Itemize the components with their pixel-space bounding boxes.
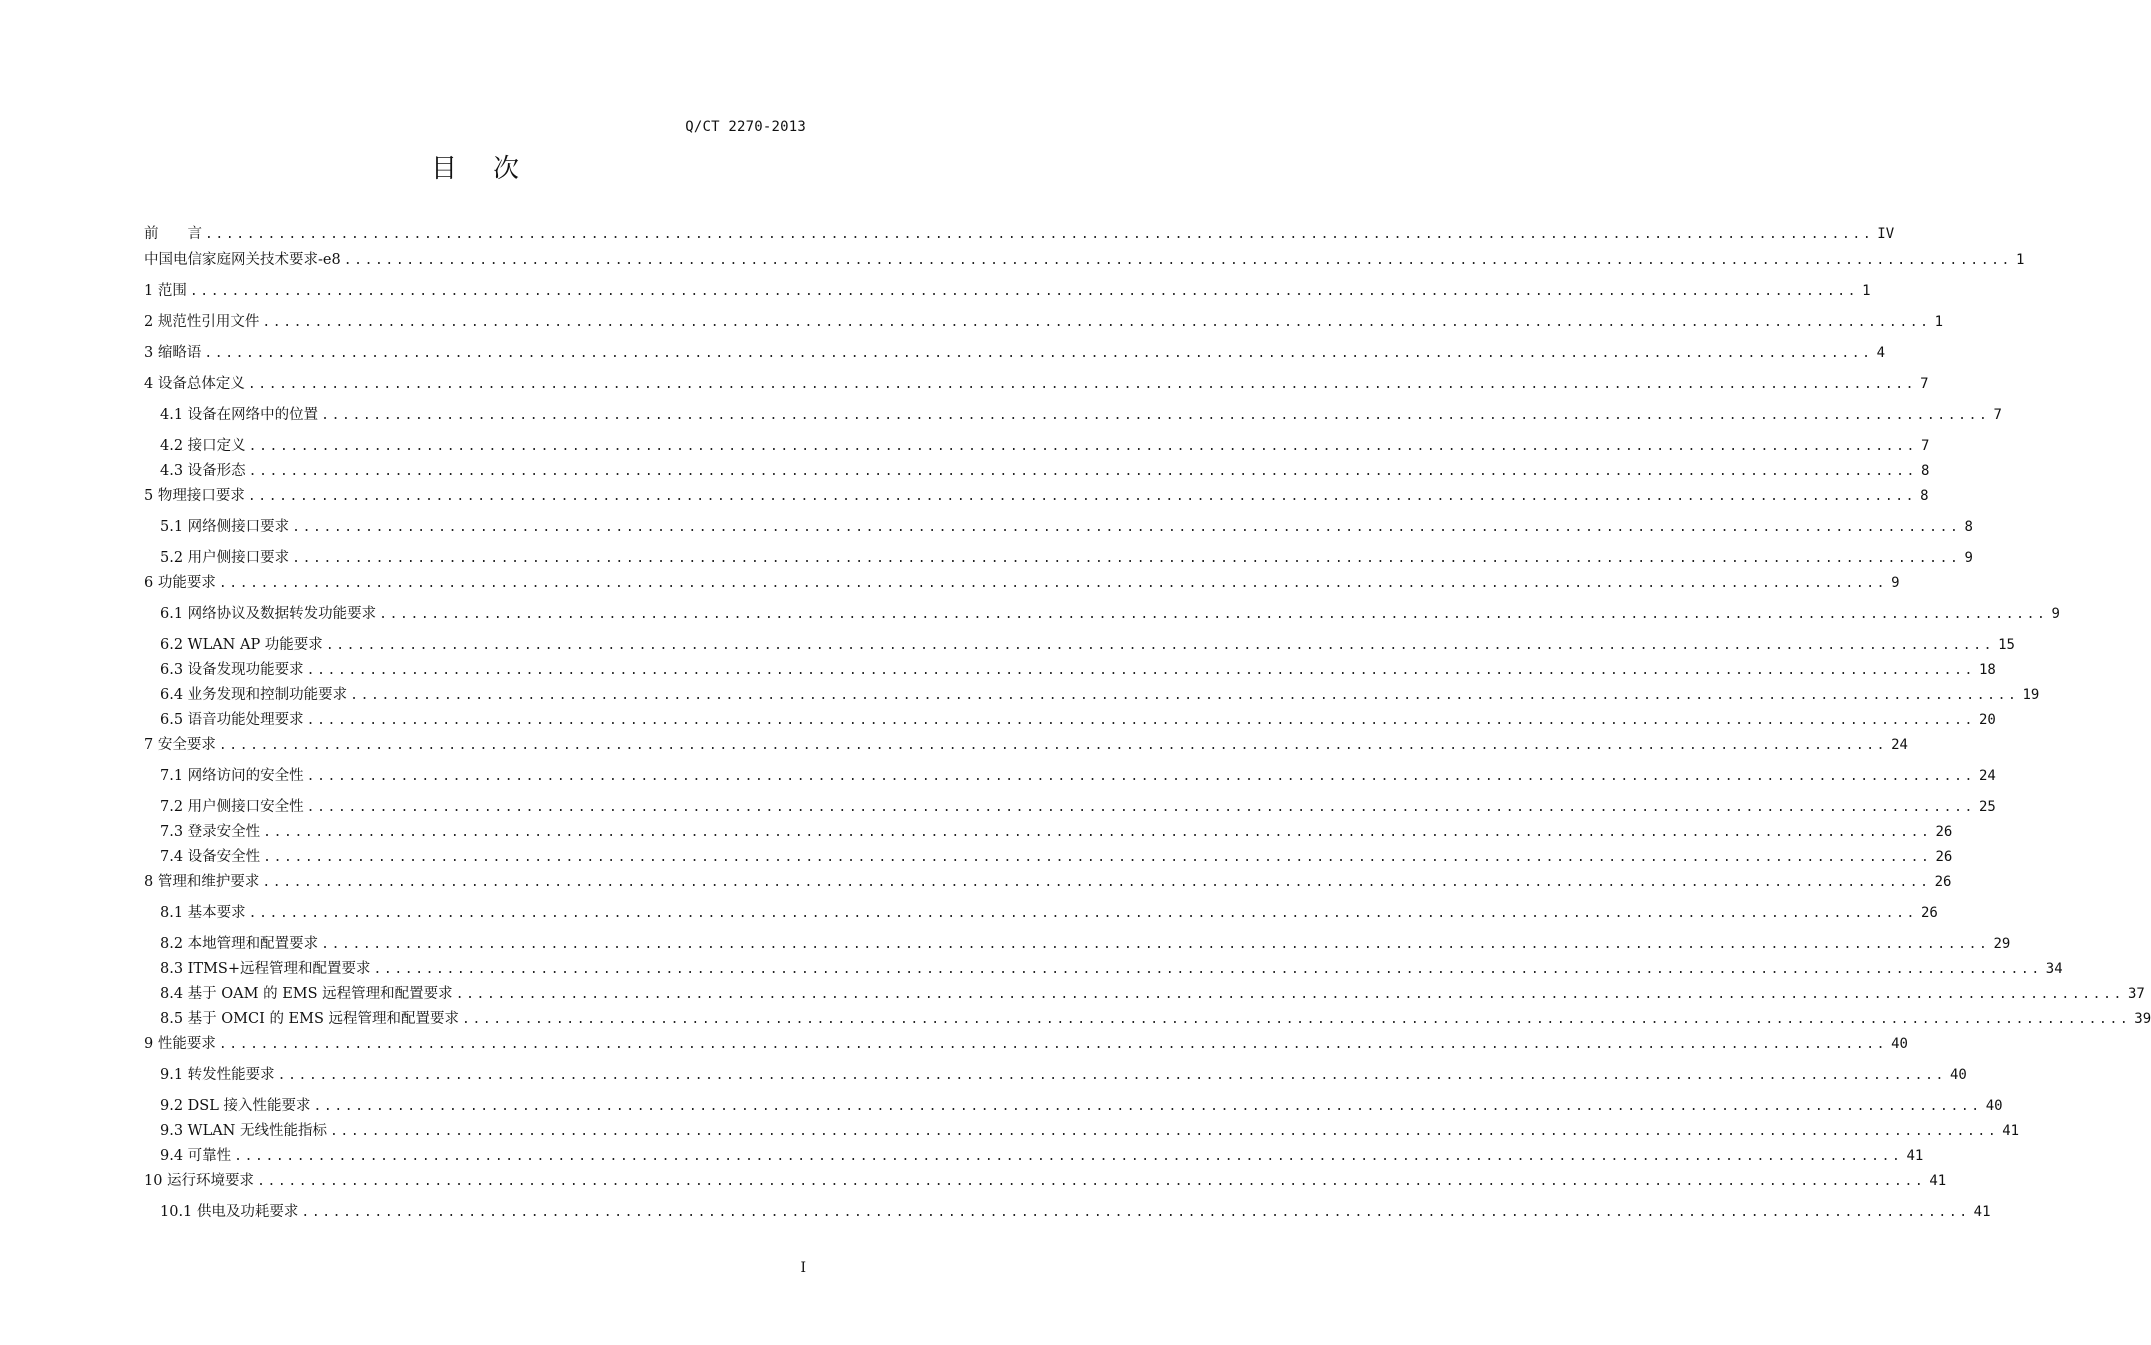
toc-entry-page: IV [1877,226,1895,242]
toc-dot-leader: ................................................................................................................................................................ [277,1068,1946,1083]
toc-entry-page: 24 [1891,737,1908,753]
toc-dot-leader: ................................................................................................................................................................ [263,850,1932,865]
toc-dot-leader: ................................................................................................................................................................ [257,1174,1926,1189]
toc-entry-page: 18 [1978,662,1996,678]
document-code: Q/CT 2270-2013 [685,119,806,135]
toc-entry[interactable] [144,571,1900,602]
toc-dot-leader: ................................................................................................................................................................ [234,1149,1903,1164]
toc-entry-label: 8.2 本地管理和配置要求 [160,936,319,952]
toc-entry[interactable] [144,1200,1991,1231]
toc-dot-leader: ................................................................................................................................................................ [301,1205,1970,1220]
toc-entry-label: 6.1 网络协议及数据转发功能要求 [160,606,377,622]
toc-entry-label: 1 范围 [144,283,187,299]
toc-entry-label: 7.4 设备安全性 [160,849,261,865]
toc-dot-leader: ................................................................................................................................................................ [218,576,1888,591]
toc-entry-label: 8.3 ITMS+远程管理和配置要求 [160,961,371,977]
page-title: 目次 [430,154,555,184]
toc-dot-leader: ................................................................................................................................................................ [218,738,1888,753]
toc-entry-label: 7 安全要求 [144,737,216,753]
toc-dot-leader: ................................................................................................................................................................ [306,800,1975,815]
toc-entry-page: 34 [2045,961,2063,977]
toc-dot-leader: ................................................................................................................................................................ [343,253,2012,268]
toc-entry[interactable] [144,1169,1947,1200]
toc-entry[interactable] [144,683,2040,708]
toc-entry-page: 8 [1964,519,1973,535]
toc-entry[interactable] [144,341,1886,372]
toc-entry-page: 26 [1935,849,1953,865]
toc-entry[interactable] [144,222,1895,248]
toc-entry-page: 20 [1978,712,1996,728]
toc-entry[interactable] [144,459,1930,484]
toc-entry[interactable] [144,1144,1924,1169]
toc-entry-page: 7 [1993,407,2002,423]
toc-dot-leader: ................................................................................................................................................................ [248,439,1917,454]
toc-entry-label: 2 规范性引用文件 [144,314,260,330]
toc-entry-page: 7 [1920,438,1930,454]
toc-entry[interactable] [144,708,1996,733]
toc-dot-leader: ................................................................................................................................................................ [248,906,1917,921]
toc-dot-leader: ................................................................................................................................................................ [350,688,2019,703]
toc-entry-label: 7.3 登录安全性 [160,824,261,840]
toc-entry-label: 10.1 供电及功耗要求 [160,1204,299,1220]
toc-entry[interactable] [144,957,2063,982]
toc-entry[interactable] [144,403,2002,434]
toc-entry[interactable] [144,310,1944,341]
toc-entry[interactable] [144,1063,1967,1094]
toc-entry[interactable] [144,633,2015,658]
toc-entry-label: 9.1 转发性能要求 [160,1067,275,1083]
toc-entry-page: 8 [1920,463,1930,479]
toc-dot-leader: ................................................................................................................................................................ [306,713,1975,728]
toc-entry-page: 15 [1998,637,2015,653]
toc-entry-label: 中国电信家庭网关技术要求-e8 [144,252,341,268]
table-of-contents [144,222,2151,1231]
toc-entry-page: 19 [2022,687,2040,703]
toc-dot-leader: ................................................................................................................................................................ [247,489,1917,504]
toc-entry-page: 4 [1876,345,1886,361]
toc-entry[interactable] [144,484,1929,515]
toc-entry-page: 26 [1920,905,1938,921]
toc-dot-leader: ................................................................................................................................................................ [218,1037,1888,1052]
toc-dot-leader: ................................................................................................................................................................ [321,937,1990,952]
toc-entry-label: 8.4 基于 OAM 的 EMS 远程管理和配置要求 [160,986,453,1002]
toc-entry-page: 37 [2127,986,2145,1002]
toc-entry[interactable] [144,733,1908,764]
toc-entry[interactable] [144,764,1996,795]
toc-entry-label: 9.3 WLAN 无线性能指标 [160,1123,327,1139]
toc-entry-page: 41 [1929,1173,1947,1189]
toc-entry[interactable] [144,901,1938,932]
toc-dot-leader: ................................................................................................................................................................ [325,638,1995,653]
toc-dot-leader: ................................................................................................................................................................ [379,607,2048,622]
toc-entry-page: 41 [2002,1123,2020,1139]
toc-dot-leader: ................................................................................................................................................................ [455,987,2124,1002]
toc-entry-label: 9.4 可靠性 [160,1148,232,1164]
toc-entry-label: 前 言 [144,226,202,242]
toc-dot-leader: ................................................................................................................................................................ [204,346,1873,361]
toc-entry-page: 24 [1978,768,1996,784]
toc-dot-leader: ................................................................................................................................................................ [262,315,1931,330]
toc-entry-page: 26 [1934,874,1952,890]
toc-entry[interactable] [144,820,1953,845]
toc-entry[interactable] [144,1032,1908,1063]
toc-entry-label: 6.3 设备发现功能要求 [160,662,304,678]
toc-entry-label: 5.1 网络侧接口要求 [160,519,290,535]
toc-entry-page: 9 [1891,575,1900,591]
toc-entry[interactable] [144,546,1973,571]
toc-entry-page: 1 [1862,283,1871,299]
toc-entry-label: 5 物理接口要求 [144,488,245,504]
toc-entry-page: 1 [2015,252,2025,268]
page-number: I [800,1260,806,1276]
toc-entry-page: 29 [1993,936,2011,952]
toc-entry-label: 7.1 网络访问的安全性 [160,768,304,784]
toc-entry-label: 5.2 用户侧接口要求 [160,550,290,566]
toc-entry[interactable] [144,602,2060,633]
toc-entry-page: 7 [1920,376,1929,392]
toc-entry[interactable] [144,1119,2020,1144]
toc-entry[interactable] [144,845,1953,870]
toc-entry[interactable] [144,248,2025,279]
toc-entry-label: 4.3 设备形态 [160,463,246,479]
toc-entry-label: 6.4 业务发现和控制功能要求 [160,687,348,703]
toc-dot-leader: ................................................................................................................................................................ [313,1099,1982,1114]
toc-dot-leader: ................................................................................................................................................................ [263,825,1932,840]
toc-dot-leader: ................................................................................................................................................................ [292,551,1961,566]
toc-entry-page: 40 [1985,1098,2003,1114]
toc-entry-page: 9 [1964,550,1973,566]
toc-dot-leader: ................................................................................................................................................................ [321,408,1990,423]
toc-dot-leader: ................................................................................................................................................................ [292,520,1961,535]
toc-dot-leader: ................................................................................................................................................................ [306,769,1975,784]
toc-entry-label: 7.2 用户侧接口安全性 [160,799,304,815]
toc-entry[interactable] [144,1094,2003,1119]
toc-entry-label: 4.2 接口定义 [160,438,246,454]
toc-entry[interactable] [144,279,1871,310]
toc-entry-page: 39 [2134,1011,2151,1027]
toc-entry[interactable] [144,1007,2151,1032]
toc-dot-leader: ................................................................................................................................................................ [247,377,1917,392]
toc-entry[interactable] [144,932,2011,957]
toc-entry-page: 1 [1934,314,1944,330]
toc-entry-label: 4.1 设备在网络中的位置 [160,407,319,423]
toc-entry-page: 8 [1920,488,1929,504]
toc-entry-label: 8.1 基本要求 [160,905,246,921]
toc-entry-page: 41 [1973,1204,1991,1220]
toc-entry-page: 9 [2051,606,2060,622]
toc-entry-label: 8.5 基于 OMCI 的 EMS 远程管理和配置要求 [160,1011,460,1027]
toc-entry-page: 25 [1978,799,1996,815]
toc-entry-page: 26 [1935,824,1953,840]
toc-entry-label: 9.2 DSL 接入性能要求 [160,1098,311,1114]
toc-entry[interactable] [144,434,1930,459]
toc-dot-leader: ................................................................................................................................................................ [248,464,1917,479]
toc-dot-leader: ................................................................................................................................................................ [205,227,1874,242]
toc-entry-page: 40 [1891,1036,1908,1052]
toc-entry[interactable] [144,982,2145,1007]
toc-entry-page: 41 [1906,1148,1924,1164]
toc-entry-label: 4 设备总体定义 [144,376,245,392]
toc-entry-label: 6 功能要求 [144,575,216,591]
toc-entry[interactable] [144,870,1952,901]
toc-entry[interactable] [144,515,1973,546]
toc-entry-label: 3 缩略语 [144,345,202,361]
toc-dot-leader: ................................................................................................................................................................ [262,875,1931,890]
toc-dot-leader: ................................................................................................................................................................ [306,663,1975,678]
toc-entry[interactable] [144,372,1929,403]
toc-entry[interactable] [144,658,1996,683]
toc-entry-label: 6.2 WLAN AP 功能要求 [160,637,323,653]
toc-entry-label: 6.5 语音功能处理要求 [160,712,304,728]
toc-entry-label: 9 性能要求 [144,1036,216,1052]
toc-entry-page: 40 [1949,1067,1967,1083]
toc-dot-leader: ................................................................................................................................................................ [462,1012,2131,1027]
toc-dot-leader: ................................................................................................................................................................ [189,284,1859,299]
toc-entry[interactable] [144,795,1996,820]
toc-entry-label: 8 管理和维护要求 [144,874,260,890]
toc-dot-leader: ................................................................................................................................................................ [373,962,2042,977]
toc-dot-leader: ................................................................................................................................................................ [329,1124,1999,1139]
toc-entry-label: 10 运行环境要求 [144,1173,255,1189]
